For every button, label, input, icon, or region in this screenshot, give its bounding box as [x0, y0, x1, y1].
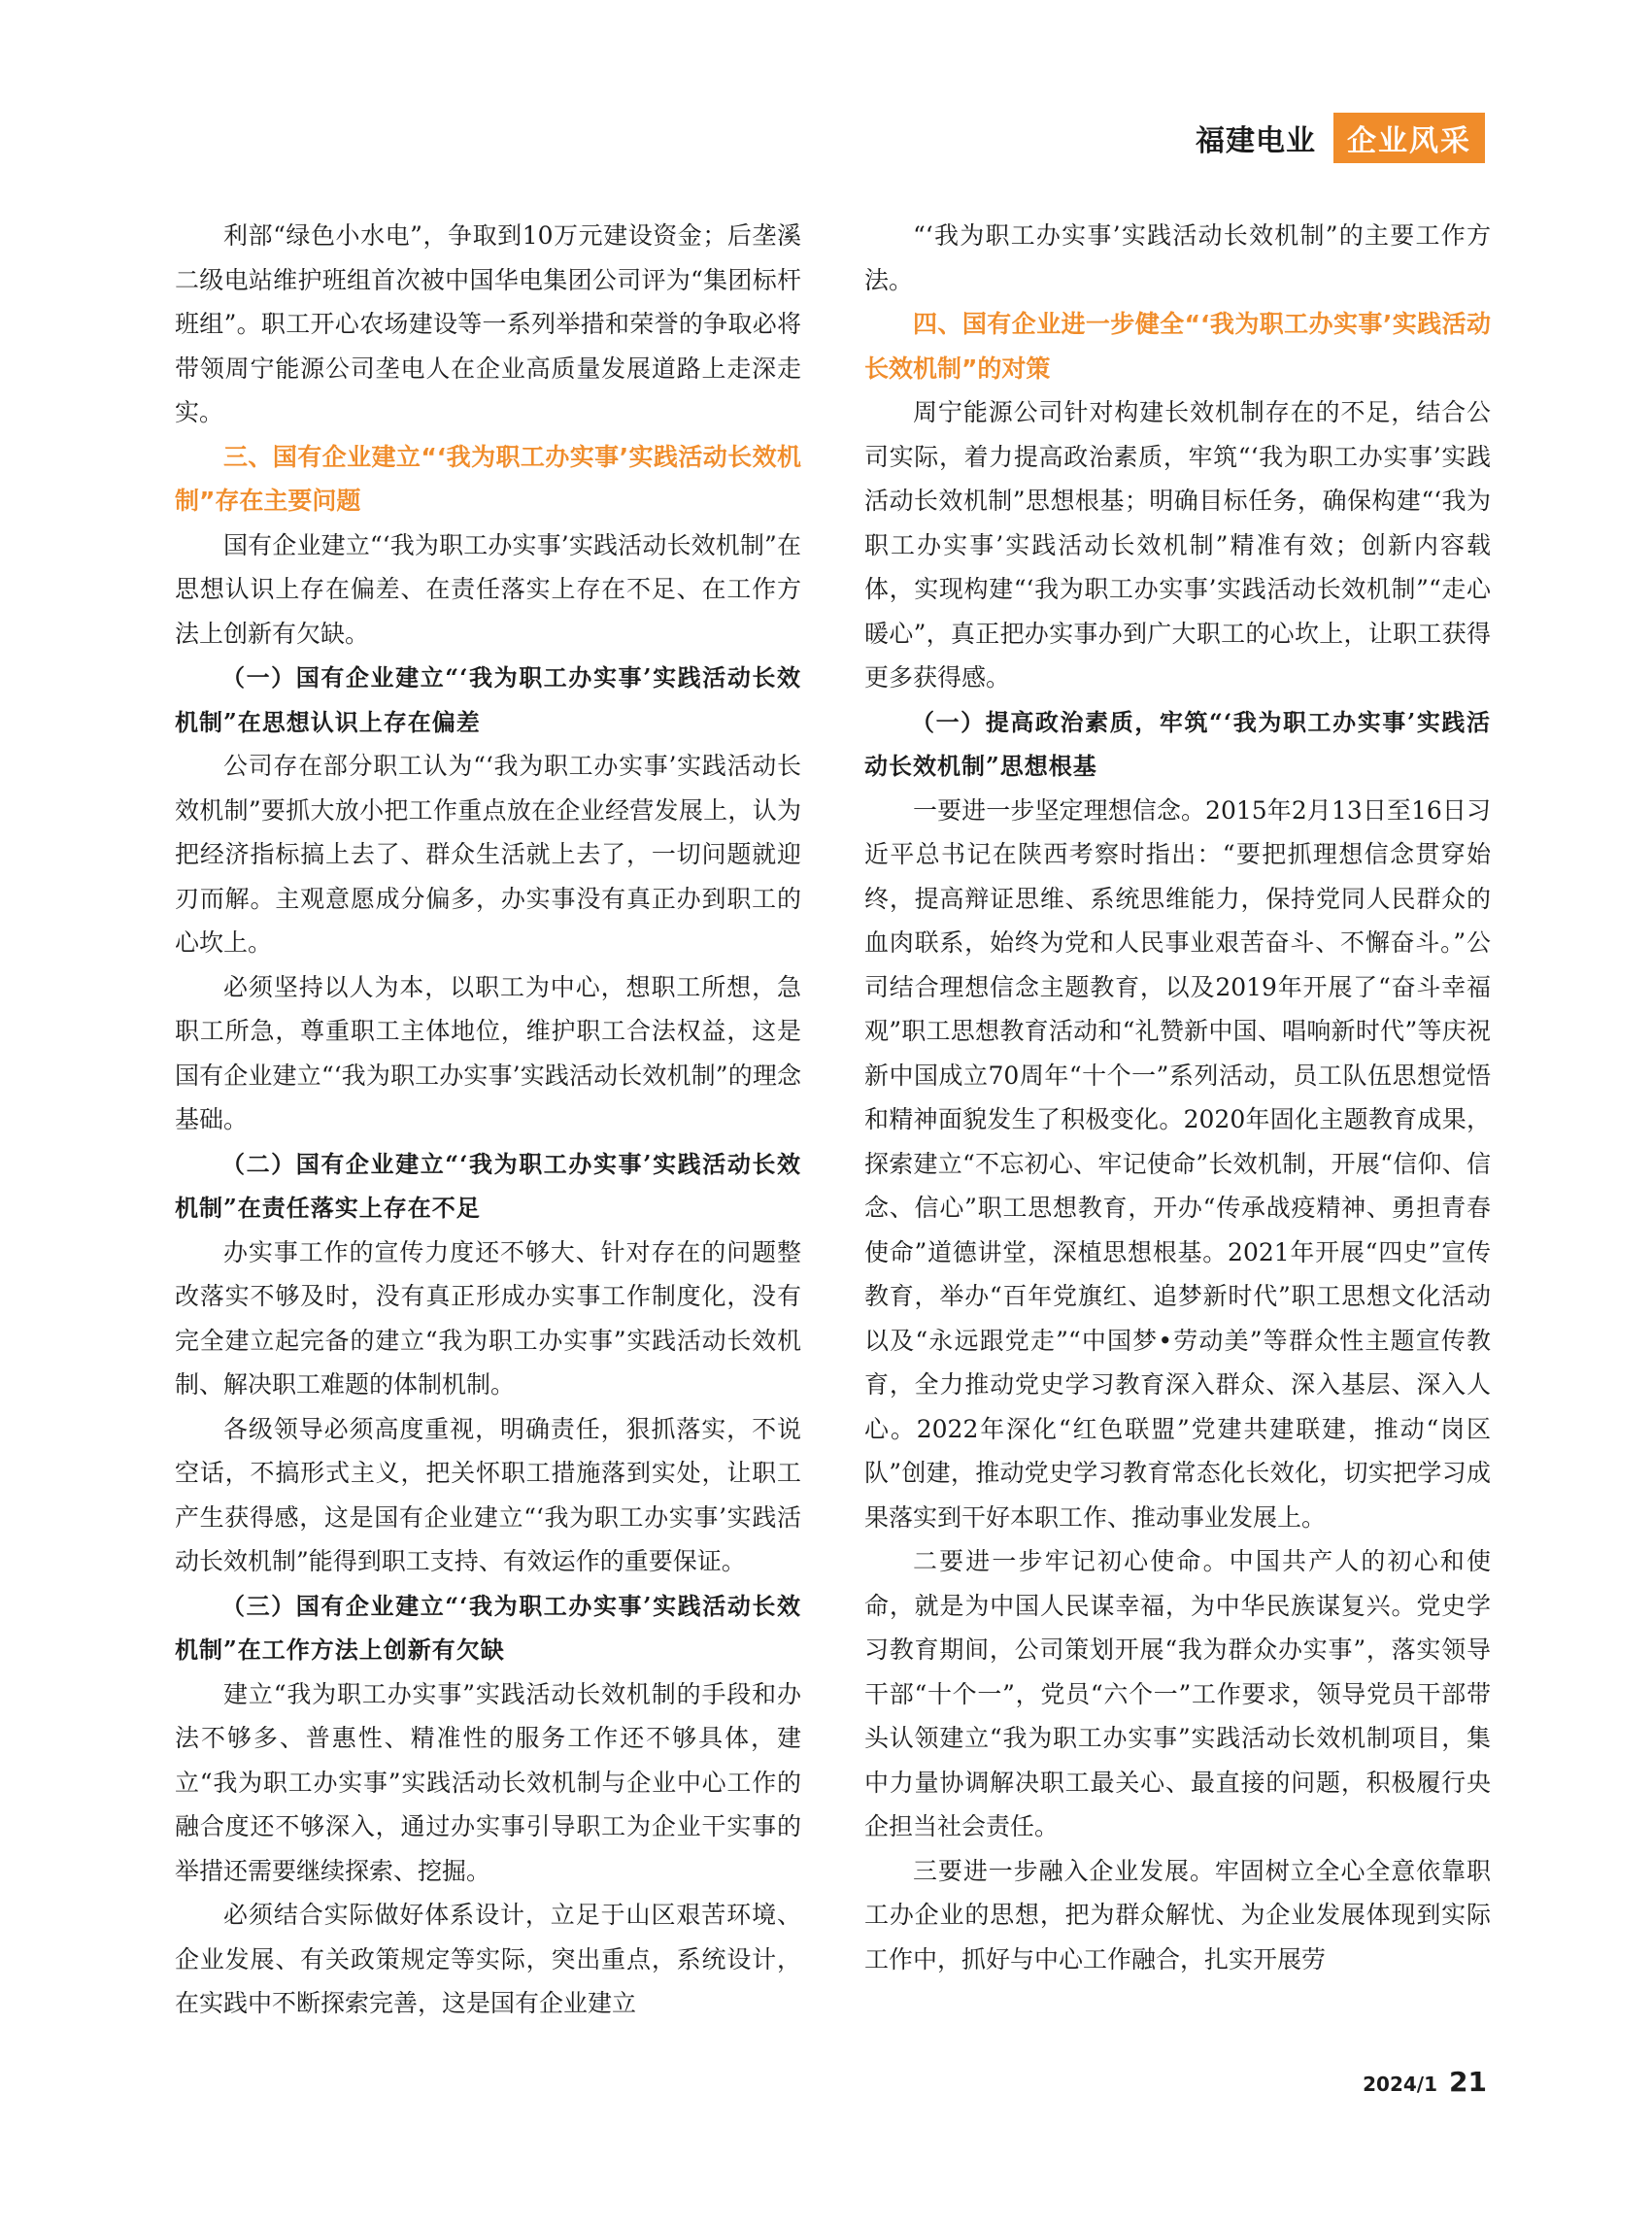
paragraph: 公司存在部分职工认为“‘我为职工办实事’实践活动长效机制”要抓大放小把工作重点放在企业经营发展上，认为把经济指标搞上去了、群众生活就上去了，一切问题就迎刃而解。主观意愿成分偏多，办实事没有真正办到职工的心坎上。 — [175, 752, 801, 957]
section-heading: 四、国有企业进一步健全“‘我为职工办实事’实践活动长效机制”的对策 — [864, 310, 1491, 383]
paragraph: 必须坚持以人为本，以职工为中心，想职工所想，急职工所急，尊重职工主体地位，维护职工合法权益，这是国有企业建立“‘我为职工办实事’实践活动长效机制”的理念基础。 — [175, 972, 801, 1133]
subsection-heading: （二）国有企业建立“‘我为职工办实事’实践活动长效机制”在责任落实上存在不足 — [175, 1149, 801, 1222]
subsection-heading: （一）国有企业建立“‘我为职工办实事’实践活动长效机制”在思想认识上存在偏差 — [175, 663, 801, 736]
paragraph: 利部“绿色小水电”，争取到10万元建设资金；后垄溪二级电站维护班组首次被中国华电集团公司评为“集团标杆班组”。职工开心农场建设等一系列举措和荣誉的争取必将带领周宁能源公司垄电人在企业高质量发展道路上走深走实。 — [175, 221, 801, 426]
paragraph: 国有企业建立“‘我为职工办实事’实践活动长效机制”在思想认识上存在偏差、在责任落实上存在不足、在工作方法上创新有欠缺。 — [175, 530, 801, 648]
paragraph: 各级领导必须高度重视，明确责任，狠抓落实，不说空话，不搞形式主义，把关怀职工措施落到实处，让职工产生获得感，这是国有企业建立“‘我为职工办实事’实践活动长效机制”能得到职工支持、有效运作的重要保证。 — [175, 1414, 801, 1575]
section-heading: 三、国有企业建立“‘我为职工办实事’实践活动长效机制”存在主要问题 — [175, 442, 801, 515]
left-column — [175, 214, 801, 2026]
paragraph: “‘我为职工办实事’实践活动长效机制”的主要工作方法。 — [864, 221, 1491, 294]
subsection-heading: （三）国有企业建立“‘我为职工办实事’实践活动长效机制”在工作方法上创新有欠缺 — [175, 1591, 801, 1664]
page-footer — [1363, 2066, 1487, 2098]
paragraph: 必须结合实际做好体系设计，立足于山区艰苦环境、企业发展、有关政策规定等实际，突出重点，系统设计，在实践中不断探索完善，这是国有企业建立 — [175, 1901, 801, 2017]
magazine-name: 福建电业 — [1196, 124, 1316, 158]
paragraph: 建立“我为职工办实事”实践活动长效机制的手段和办法不够多、普惠性、精准性的服务工作还不够具体，建立“我为职工办实事”实践活动长效机制与企业中心工作的融合度还不够深入，通过办实事引导职工为企业干实事的举措还需要继续探索、挖掘。 — [175, 1679, 801, 1885]
page-number: 21 — [1449, 2066, 1487, 2098]
paragraph: 一要进一步坚定理想信念。2015年2月13日至16日习近平总书记在陕西考察时指出：“要把抓理想信念贯穿始终，提高辩证思维、系统思维能力，保持党同人民群众的血肉联系，始终为党和人民事业艰苦奋斗、不懈奋斗。”公司结合理想信念主题教育，以及2019年开展了“奋斗幸福观”职工思想教育活动和“礼赞新中国、唱响新时代”等庆祝新中国成立70周年“十个一”系列活动，员工队伍思想觉悟和精神面貌发生了积极变化。2020年固化主题教育成果，探索建立“不忘初心、牢记使命”长效机制，开展“信仰、信念、信心”职工思想教育，开办“传承战疫精神、勇担青春使命”道德讲堂，深植思想根基。2021年开展“四史”宣传教育，举办“百年党旗红、追梦新时代”职工思想文化活动以及“永远跟党走”“中国梦•劳动美”等群众性主题宣传教育，全力推动党史学习教育深入群众、深入基层、深入人心。2022年深化“红色联盟”党建共建联建，推动“岗区队”创建，推动党史学习教育常态化长效化，切实把学习成果落实到干好本职工作、推动事业发展上。 — [864, 795, 1491, 1532]
paragraph: 周宁能源公司针对构建长效机制存在的不足，结合公司实际，着力提高政治素质，牢筑“‘我为职工办实事’实践活动长效机制”思想根基；明确目标任务，确保构建“‘我为职工办实事’实践活动长效机制”精准有效；创新内容载体，实现构建“‘我为职工办实事’实践活动长效机制”“走心暖心”，真正把办实事办到广大职工的心坎上，让职工获得更多获得感。 — [864, 398, 1491, 691]
section-tag: 企业风采 — [1333, 113, 1485, 163]
paragraph: 三要进一步融入企业发展。牢固树立全心全意依靠职工办企业的思想，把为群众解忧、为企业发展体现到实际工作中，抓好与中心工作融合，扎实开展劳 — [864, 1856, 1491, 1973]
paragraph: 二要进一步牢记初心使命。中国共产人的初心和使命，就是为中国人民谋幸福，为中华民族谋复兴。党史学习教育期间，公司策划开展“我为群众办实事”，落实领导干部“十个一”，党员“六个一”工作要求，领导党员干部带头认领建立“我为职工办实事”实践活动长效机制项目，集中力量协调解决职工最关心、最直接的问题，积极履行央企担当社会责任。 — [864, 1547, 1491, 1840]
subsection-heading: （一）提高政治素质，牢筑“‘我为职工办实事’实践活动长效机制”思想根基 — [864, 707, 1491, 780]
right-column — [864, 214, 1491, 1981]
paragraph: 办实事工作的宣传力度还不够大、针对存在的问题整改落实不够及时，没有真正形成办实事工作制度化，没有完全建立起完备的建立“我为职工办实事”实践活动长效机制、解决职工难题的体制机制。 — [175, 1237, 801, 1399]
page-header — [1196, 115, 1485, 161]
issue-date: 2024/1 — [1363, 2073, 1438, 2096]
